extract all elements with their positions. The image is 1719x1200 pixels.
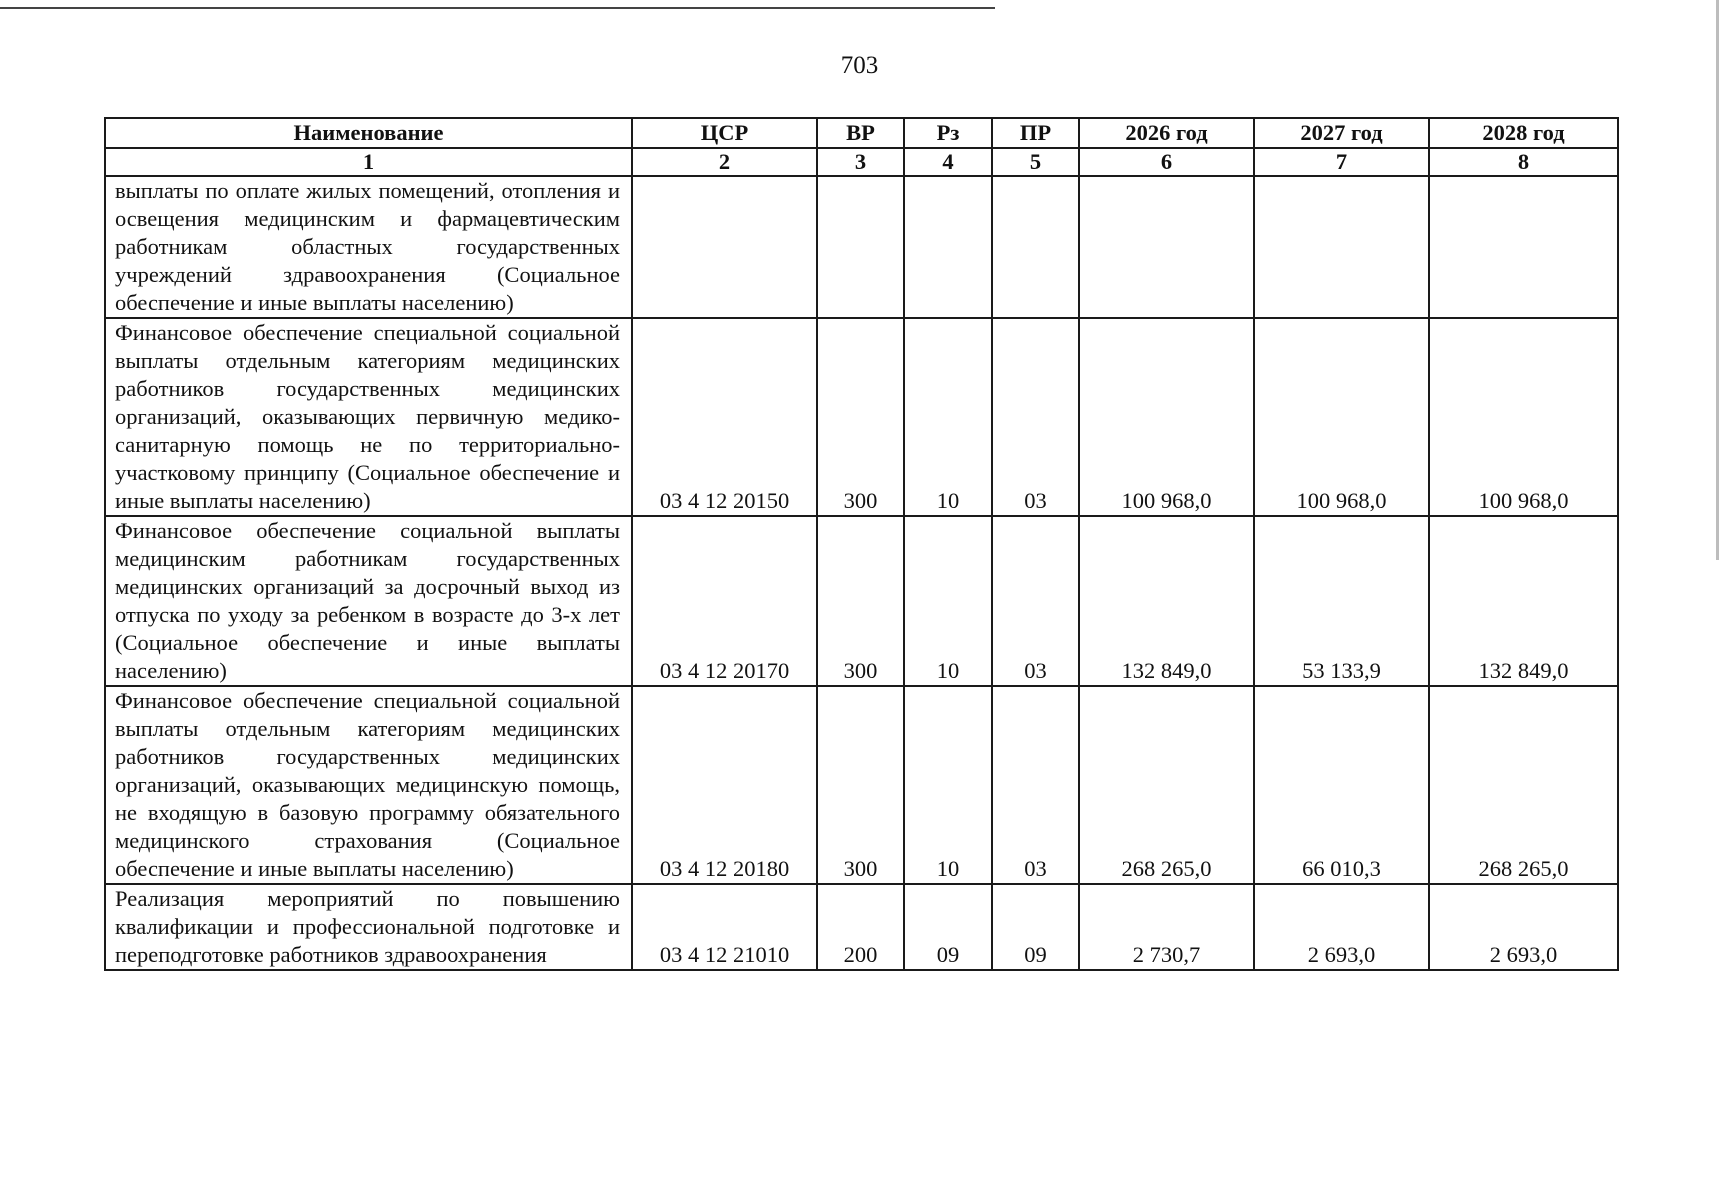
table-row bbox=[105, 516, 1618, 686]
row-name: Финансовое обеспечение специальной социальной выплаты отдельным категориям медицинских работников государственных медицинских организаций, оказывающих первичную медико-санитарную помощь не по территориально-участковому принципу (Социальное обеспечение и иные выплаты населению) bbox=[105, 318, 632, 516]
column-number: 2 bbox=[632, 148, 817, 176]
row-vr: 300 bbox=[817, 686, 904, 884]
budget-table bbox=[104, 117, 1619, 971]
row-pr: 09 bbox=[992, 884, 1079, 970]
row-name: Финансовое обеспечение специальной социальной выплаты отдельным категориям медицинских работников государственных медицинских организаций, оказывающих медицинскую помощь, не входящую в базовую программу обязательного медицинского страхования (Социальное обеспечение и иные выплаты населению) bbox=[105, 686, 632, 884]
row-2027: 100 968,0 bbox=[1254, 318, 1429, 516]
header-2026: 2026 год bbox=[1079, 118, 1254, 148]
table-row bbox=[105, 318, 1618, 516]
header-csr: ЦСР bbox=[632, 118, 817, 148]
header-name: Наименование bbox=[105, 118, 632, 148]
top-rule bbox=[0, 7, 995, 9]
column-number-row bbox=[105, 148, 1618, 176]
table-row bbox=[105, 884, 1618, 970]
column-number: 8 bbox=[1429, 148, 1618, 176]
row-rz: 10 bbox=[904, 516, 992, 686]
row-name: Реализация мероприятий по повышению квалификации и профессиональной подготовке и переподготовке работников здравоохранения bbox=[105, 884, 632, 970]
table-row bbox=[105, 686, 1618, 884]
column-number: 6 bbox=[1079, 148, 1254, 176]
row-pr: 03 bbox=[992, 318, 1079, 516]
row-name: выплаты по оплате жилых помещений, отопления и освещения медицинским и фармацевтическим работникам областных государственных учреждений здравоохранения (Социальное обеспечение и иные выплаты населению) bbox=[105, 176, 632, 318]
row-2027: 2 693,0 bbox=[1254, 884, 1429, 970]
row-name: Финансовое обеспечение социальной выплаты медицинским работникам государственных медицинских организаций за досрочный выход из отпуска по уходу за ребенком в возрасте до 3-х лет (Социальное обеспечение и иные выплаты населению) bbox=[105, 516, 632, 686]
header-row bbox=[105, 118, 1618, 148]
row-2026: 268 265,0 bbox=[1079, 686, 1254, 884]
page-number: 703 bbox=[840, 52, 879, 79]
row-csr: 03 4 12 21010 bbox=[632, 884, 817, 970]
row-pr bbox=[992, 176, 1079, 318]
row-2027: 66 010,3 bbox=[1254, 686, 1429, 884]
column-number: 5 bbox=[992, 148, 1079, 176]
row-pr: 03 bbox=[992, 516, 1079, 686]
row-2028 bbox=[1429, 176, 1618, 318]
table-row bbox=[105, 176, 1618, 318]
row-csr: 03 4 12 20170 bbox=[632, 516, 817, 686]
row-2026: 132 849,0 bbox=[1079, 516, 1254, 686]
row-vr: 300 bbox=[817, 516, 904, 686]
row-2027: 53 133,9 bbox=[1254, 516, 1429, 686]
row-csr: 03 4 12 20180 bbox=[632, 686, 817, 884]
row-2026 bbox=[1079, 176, 1254, 318]
row-vr: 200 bbox=[817, 884, 904, 970]
row-2027 bbox=[1254, 176, 1429, 318]
header-pr: ПР bbox=[992, 118, 1079, 148]
row-pr: 03 bbox=[992, 686, 1079, 884]
column-number: 7 bbox=[1254, 148, 1429, 176]
header-2028: 2028 год bbox=[1429, 118, 1618, 148]
row-2028: 268 265,0 bbox=[1429, 686, 1618, 884]
row-2026: 100 968,0 bbox=[1079, 318, 1254, 516]
row-2028: 100 968,0 bbox=[1429, 318, 1618, 516]
row-2028: 132 849,0 bbox=[1429, 516, 1618, 686]
header-rz: Рз bbox=[904, 118, 992, 148]
header-2027: 2027 год bbox=[1254, 118, 1429, 148]
row-csr: 03 4 12 20150 bbox=[632, 318, 817, 516]
column-number: 4 bbox=[904, 148, 992, 176]
row-2026: 2 730,7 bbox=[1079, 884, 1254, 970]
row-rz: 09 bbox=[904, 884, 992, 970]
column-number: 3 bbox=[817, 148, 904, 176]
row-rz bbox=[904, 176, 992, 318]
header-vr: ВР bbox=[817, 118, 904, 148]
row-rz: 10 bbox=[904, 686, 992, 884]
row-vr: 300 bbox=[817, 318, 904, 516]
row-rz: 10 bbox=[904, 318, 992, 516]
row-vr bbox=[817, 176, 904, 318]
row-csr bbox=[632, 176, 817, 318]
row-2028: 2 693,0 bbox=[1429, 884, 1618, 970]
column-number: 1 bbox=[105, 148, 632, 176]
